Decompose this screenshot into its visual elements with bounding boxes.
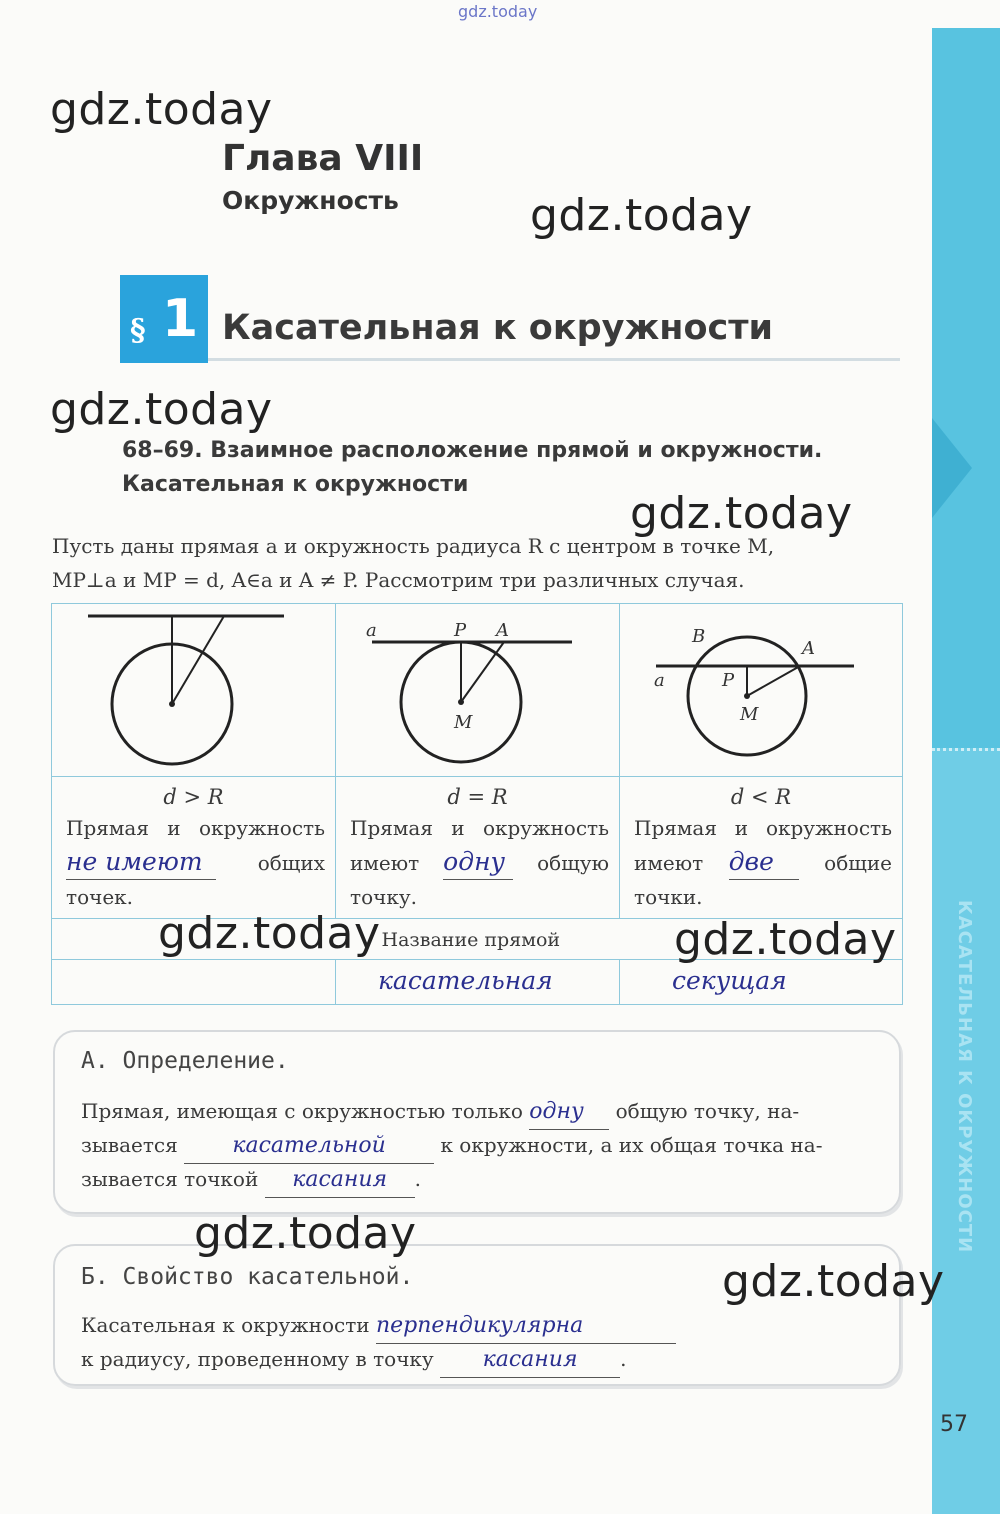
definition-text-1: Прямая, имеющая с окружностью только [81, 1099, 523, 1123]
case-2-text-after: общую точку. [350, 851, 609, 909]
subsection-title-2: Касательная к окружности [122, 472, 469, 497]
case-2-handwritten: одну [443, 845, 513, 880]
watermark-8: gdz.today [722, 1256, 945, 1307]
watermark-4: gdz.today [630, 488, 853, 539]
label-M: M [740, 704, 759, 725]
section-badge [120, 275, 208, 363]
definition-text-2: общую точку, на- [615, 1099, 800, 1123]
definition-hand-1: одну [529, 1095, 609, 1130]
case-1-cell [52, 777, 336, 919]
label-B: B [692, 626, 706, 647]
definition-text-6: . [414, 1167, 422, 1191]
watermark-2: gdz.today [530, 190, 753, 241]
chapter-title: Окружность [222, 186, 399, 215]
name-case-2-handwritten: касательная [378, 966, 553, 995]
case-1-text-before: Прямая и окружность [66, 816, 325, 840]
case-1-handwritten: не имеют [66, 845, 216, 880]
name-header: Название прямой [381, 929, 561, 951]
property-text-3: . [620, 1347, 627, 1371]
property-line-2 [81, 1342, 881, 1378]
watermark-5: gdz.today [158, 908, 381, 959]
label-P: P [454, 620, 467, 641]
definition-heading: А. Определение. [81, 1048, 289, 1074]
label-M: M [454, 712, 473, 733]
intro-line-1: Пусть даны прямая a и окружность радиуса R с центром в точке M, [52, 534, 775, 558]
case-3-handwritten: две [729, 845, 799, 880]
segment-MA [461, 642, 504, 702]
property-hand-1: перпендикулярна [376, 1309, 676, 1344]
figure-cell-3 [620, 604, 903, 777]
name-case-3 [620, 960, 903, 1005]
section-title: Касательная к окружности [222, 308, 774, 348]
watermark-3: gdz.today [50, 384, 273, 435]
figure-one-common-point [336, 604, 619, 776]
case-3-text-after: общие точки. [634, 851, 893, 909]
definition-line-3 [81, 1162, 881, 1198]
chapter-number: Глава VIII [222, 138, 424, 179]
segment-MA [747, 666, 800, 696]
definition-hand-2: касательной [184, 1129, 434, 1164]
case-2-condition: d = R [447, 785, 508, 809]
figure-two-common-points [620, 604, 902, 776]
section-rule [208, 358, 900, 361]
name-case-1 [52, 960, 336, 1005]
page-number: 57 [940, 1412, 968, 1437]
case-2-text-before: Прямая и окружность имеют [350, 816, 609, 875]
property-text-1: Касательная к окружности [81, 1313, 370, 1337]
intro-line-2: MP⊥a и MP = d, A∈a и A ≠ P. Рассмотрим три различных случая. [52, 568, 745, 592]
label-a: a [654, 670, 665, 691]
segment-MA [172, 616, 224, 704]
center-point [169, 701, 175, 707]
description-row [52, 777, 903, 919]
center-point [744, 693, 750, 699]
label-A: A [496, 620, 509, 641]
property-line-1 [81, 1308, 881, 1344]
definition-line-2 [81, 1128, 881, 1164]
case-3-text-before: Прямая и окружность имеют [634, 816, 892, 875]
sidebar-topic-label: КАСАТЕЛЬНАЯ К ОКРУЖНОСТИ [954, 900, 975, 1254]
figure-no-common-points [52, 604, 335, 776]
property-heading: Б. Свойство касательной. [81, 1264, 414, 1290]
name-values-row [52, 960, 903, 1005]
definition-text-4: к окружности, а их общая точка на- [440, 1133, 823, 1157]
watermark-7: gdz.today [194, 1208, 417, 1259]
name-case-2 [336, 960, 620, 1005]
name-case-3-handwritten: секущая [672, 966, 787, 995]
label-A: A [802, 638, 815, 659]
case-2-cell [336, 777, 620, 919]
section-mark: § [130, 313, 146, 348]
property-hand-2: касания [440, 1343, 620, 1378]
case-1-text-after: общих точек. [66, 851, 325, 909]
figures-row [52, 604, 903, 777]
definition-text-3: зывается [81, 1133, 178, 1157]
subsection-title-1: 68–69. Взаимное расположение прямой и окружности. [122, 438, 823, 463]
top-watermark: gdz.today [458, 2, 538, 21]
figure-cell-2 [336, 604, 620, 777]
center-point [458, 699, 464, 705]
definition-hand-3: касания [265, 1163, 415, 1198]
case-3-condition: d < R [730, 785, 792, 809]
definition-line-1 [81, 1094, 881, 1130]
side-tab-notch [932, 418, 972, 518]
property-text-2: к радиусу, проведенному в точку [81, 1347, 434, 1371]
case-1-condition: d > R [163, 785, 224, 809]
definition-text-5: зывается точкой [81, 1167, 259, 1191]
label-a: a [366, 620, 377, 641]
definition-box [53, 1030, 901, 1214]
figure-cell-1 [52, 604, 336, 777]
watermark-1: gdz.today [50, 84, 273, 135]
section-number: 1 [162, 289, 199, 349]
label-P: P [722, 670, 735, 691]
case-3-cell [620, 777, 903, 919]
watermark-6: gdz.today [674, 914, 897, 965]
